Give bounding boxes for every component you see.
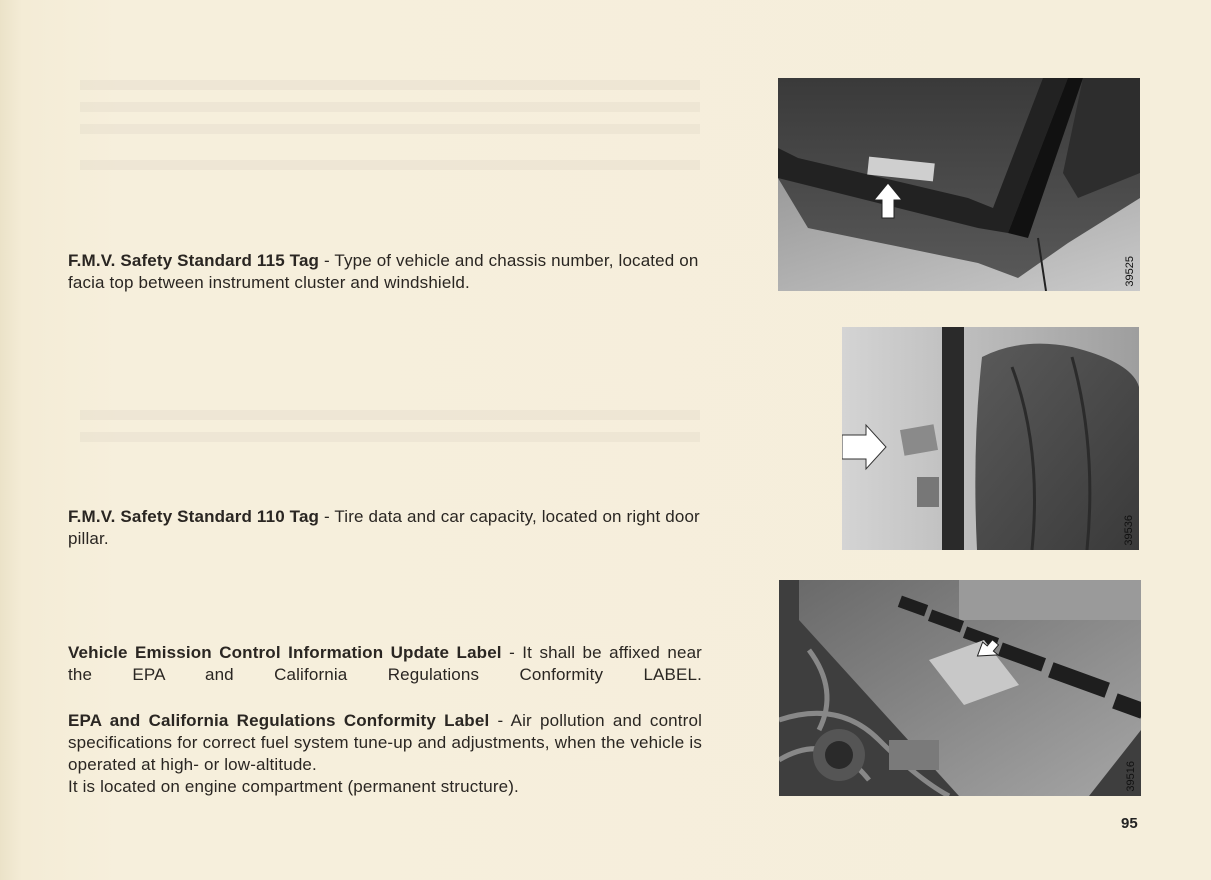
separator: - bbox=[489, 711, 511, 730]
photo-reference-number: 39516 bbox=[1125, 761, 1137, 792]
show-through bbox=[80, 160, 700, 170]
section-title: F.M.V. Safety Standard 115 Tag bbox=[68, 251, 320, 270]
section-title: F.M.V. Safety Standard 110 Tag bbox=[68, 507, 320, 526]
separator: - bbox=[319, 507, 335, 526]
show-through bbox=[80, 432, 700, 442]
engine-compartment-label-photo bbox=[779, 580, 1141, 796]
show-through bbox=[80, 124, 700, 134]
section-text: Type of vehicle and chassis number, located on facia top between instrument cluster and windshield. bbox=[68, 251, 699, 292]
windshield-tag-photo bbox=[778, 78, 1140, 291]
section-text: It shall be affixed near the EPA and California Regulations Conformity LABEL. bbox=[68, 643, 702, 684]
section-paragraph bbox=[68, 710, 702, 776]
section-fmvss-110 bbox=[68, 506, 702, 550]
photo-reference-number: 39536 bbox=[1123, 515, 1135, 546]
show-through bbox=[80, 410, 700, 420]
section-text-location: It is located on engine compartment (permanent structure). bbox=[68, 777, 519, 796]
show-through bbox=[80, 80, 700, 90]
separator: - bbox=[319, 251, 335, 270]
section-emission-update-label bbox=[68, 642, 702, 686]
page-number: 95 bbox=[1121, 815, 1138, 832]
windshield-illustration bbox=[778, 78, 1140, 291]
section-text: Air pollution and control specifications for correct fuel system tune-up and adjustments, when the vehicle is operated at high- or low-altitude. bbox=[68, 711, 702, 774]
photo-reference-number: 39525 bbox=[1124, 256, 1136, 287]
section-epa-california-label bbox=[68, 710, 702, 798]
show-through bbox=[80, 102, 700, 112]
section-title: Vehicle Emission Control Information Update Label bbox=[68, 643, 502, 662]
section-title: EPA and California Regulations Conformity Label bbox=[68, 711, 490, 730]
door-pillar-tag-photo bbox=[842, 327, 1139, 550]
door-pillar-illustration bbox=[842, 327, 1139, 550]
engine-compartment-illustration bbox=[779, 580, 1141, 796]
separator: - bbox=[501, 643, 523, 662]
section-text: Tire data and car capacity, located on right door pillar. bbox=[68, 507, 700, 548]
section-fmvss-115 bbox=[68, 250, 702, 294]
